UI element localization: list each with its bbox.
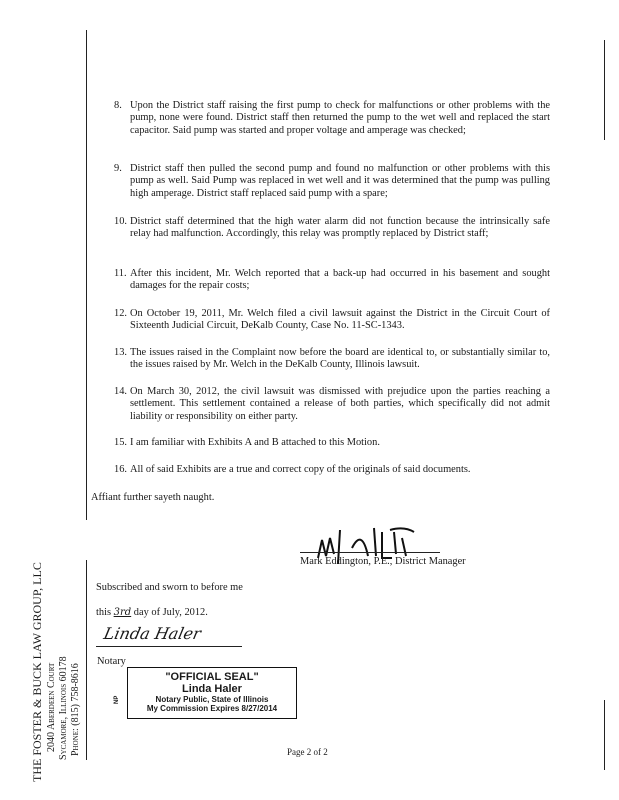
- left-margin-rule: [86, 30, 87, 520]
- paragraph-text: On October 19, 2011, Mr. Welch filed a civil lawsuit against the District in the Circuit Court of Sixteenth Judicial Circuit, DeKalb County, Case No. 11-SC-1343.: [130, 308, 550, 332]
- jurat-suffix: day of July, 2012.: [133, 607, 208, 618]
- seal-line-1: Notary Public, State of Illinois: [155, 695, 269, 704]
- affiant-signature-line: [300, 552, 440, 553]
- paragraph-number: 10.: [114, 216, 127, 227]
- firm-city: Sycamore, Illinois 60178: [58, 656, 69, 760]
- seal-title: "OFFICIAL SEAL": [165, 671, 259, 683]
- page-footer: Page 2 of 2: [287, 747, 328, 757]
- firm-address: 2040 Aberdeen Court: [46, 662, 57, 752]
- paragraph-number: 11.: [114, 268, 127, 279]
- paragraph-text: The issues raised in the Complaint now before the board are identical to, or substantially similar to, the issues raised by Mr. Welch in the DeKalb County, Illinois lawsuit.: [130, 347, 550, 371]
- paragraph-text: I am familiar with Exhibits A and B attached to this Motion.: [130, 437, 380, 448]
- seal-name: Linda Haler: [182, 683, 242, 695]
- paragraph-14: [104, 386, 550, 423]
- official-seal: [127, 667, 297, 719]
- subscribed-sworn: Subscribed and sworn to before me: [96, 582, 243, 593]
- paragraph-number: 14.: [114, 386, 127, 397]
- paragraph-text: District staff determined that the high water alarm did not function because the intrinsically safe relay had malfunction. Accordingly, this relay was promptly replaced by District staff;: [130, 216, 550, 240]
- paragraph-16: [104, 464, 550, 476]
- affiant-name-title: Mark Eddington, P.E., District Manager: [300, 556, 466, 567]
- paragraph-text: Upon the District staff raising the first pump to check for malfunctions or other problems with the pump, none were found. District staff then returned the pump to the wet well and replaced the start capacitor. Said pump was started and proper voltage and amperage was checked;: [130, 100, 550, 136]
- paragraph-text: District staff then pulled the second pump and found no malfunction or other problems with this pump as well. Said Pump was replaced in wet well and it was determined that the pump was pulling high amperage. District staff replaced said pump with a spare;: [130, 163, 550, 199]
- jurat-prefix: this: [96, 607, 112, 618]
- paragraph-text: On March 30, 2012, the civil lawsuit was dismissed with prejudice upon the parties reaching a settlement. This settlement contained a release of both parties, which specifically did not admit liability or responsibility on either party.: [130, 386, 550, 422]
- paragraph-11: [104, 268, 550, 293]
- paragraph-12: [104, 308, 550, 333]
- paragraph-9: [104, 163, 550, 200]
- jurat-day: 3rd: [113, 607, 132, 618]
- affiant-statement: Affiant further sayeth naught.: [91, 492, 215, 503]
- paragraph-13: [104, 347, 550, 372]
- paragraph-number: 9.: [114, 163, 122, 174]
- notary-label: Notary: [97, 656, 126, 667]
- law-firm-sidebar: [30, 520, 125, 780]
- firm-phone: Phone: (815) 758-8616: [70, 663, 81, 756]
- seal-side-mark: NP: [114, 695, 120, 704]
- right-margin-rule: [604, 40, 605, 140]
- notary-signature: Linda Haler: [102, 624, 203, 643]
- seal-line-2: My Commission Expires 8/27/2014: [146, 704, 278, 713]
- paragraph-text: After this incident, Mr. Welch reported that a back-up had occurred in his basement and sought damages for the repair costs;: [130, 268, 550, 292]
- firm-name: THE FOSTER & BUCK LAW GROUP, LLC: [30, 562, 44, 782]
- paragraph-number: 8.: [114, 100, 122, 111]
- paragraph-number: 15.: [114, 437, 127, 448]
- paragraph-number: 13.: [114, 347, 127, 358]
- paragraph-text: All of said Exhibits are a true and correct copy of the originals of said documents.: [130, 464, 471, 475]
- paragraph-number: 12.: [114, 308, 127, 319]
- paragraph-8: [104, 100, 550, 137]
- paragraph-number: 16.: [114, 464, 127, 475]
- paragraph-10: [104, 216, 550, 241]
- paragraph-15: [104, 437, 550, 449]
- right-margin-rule-lower: [604, 700, 605, 770]
